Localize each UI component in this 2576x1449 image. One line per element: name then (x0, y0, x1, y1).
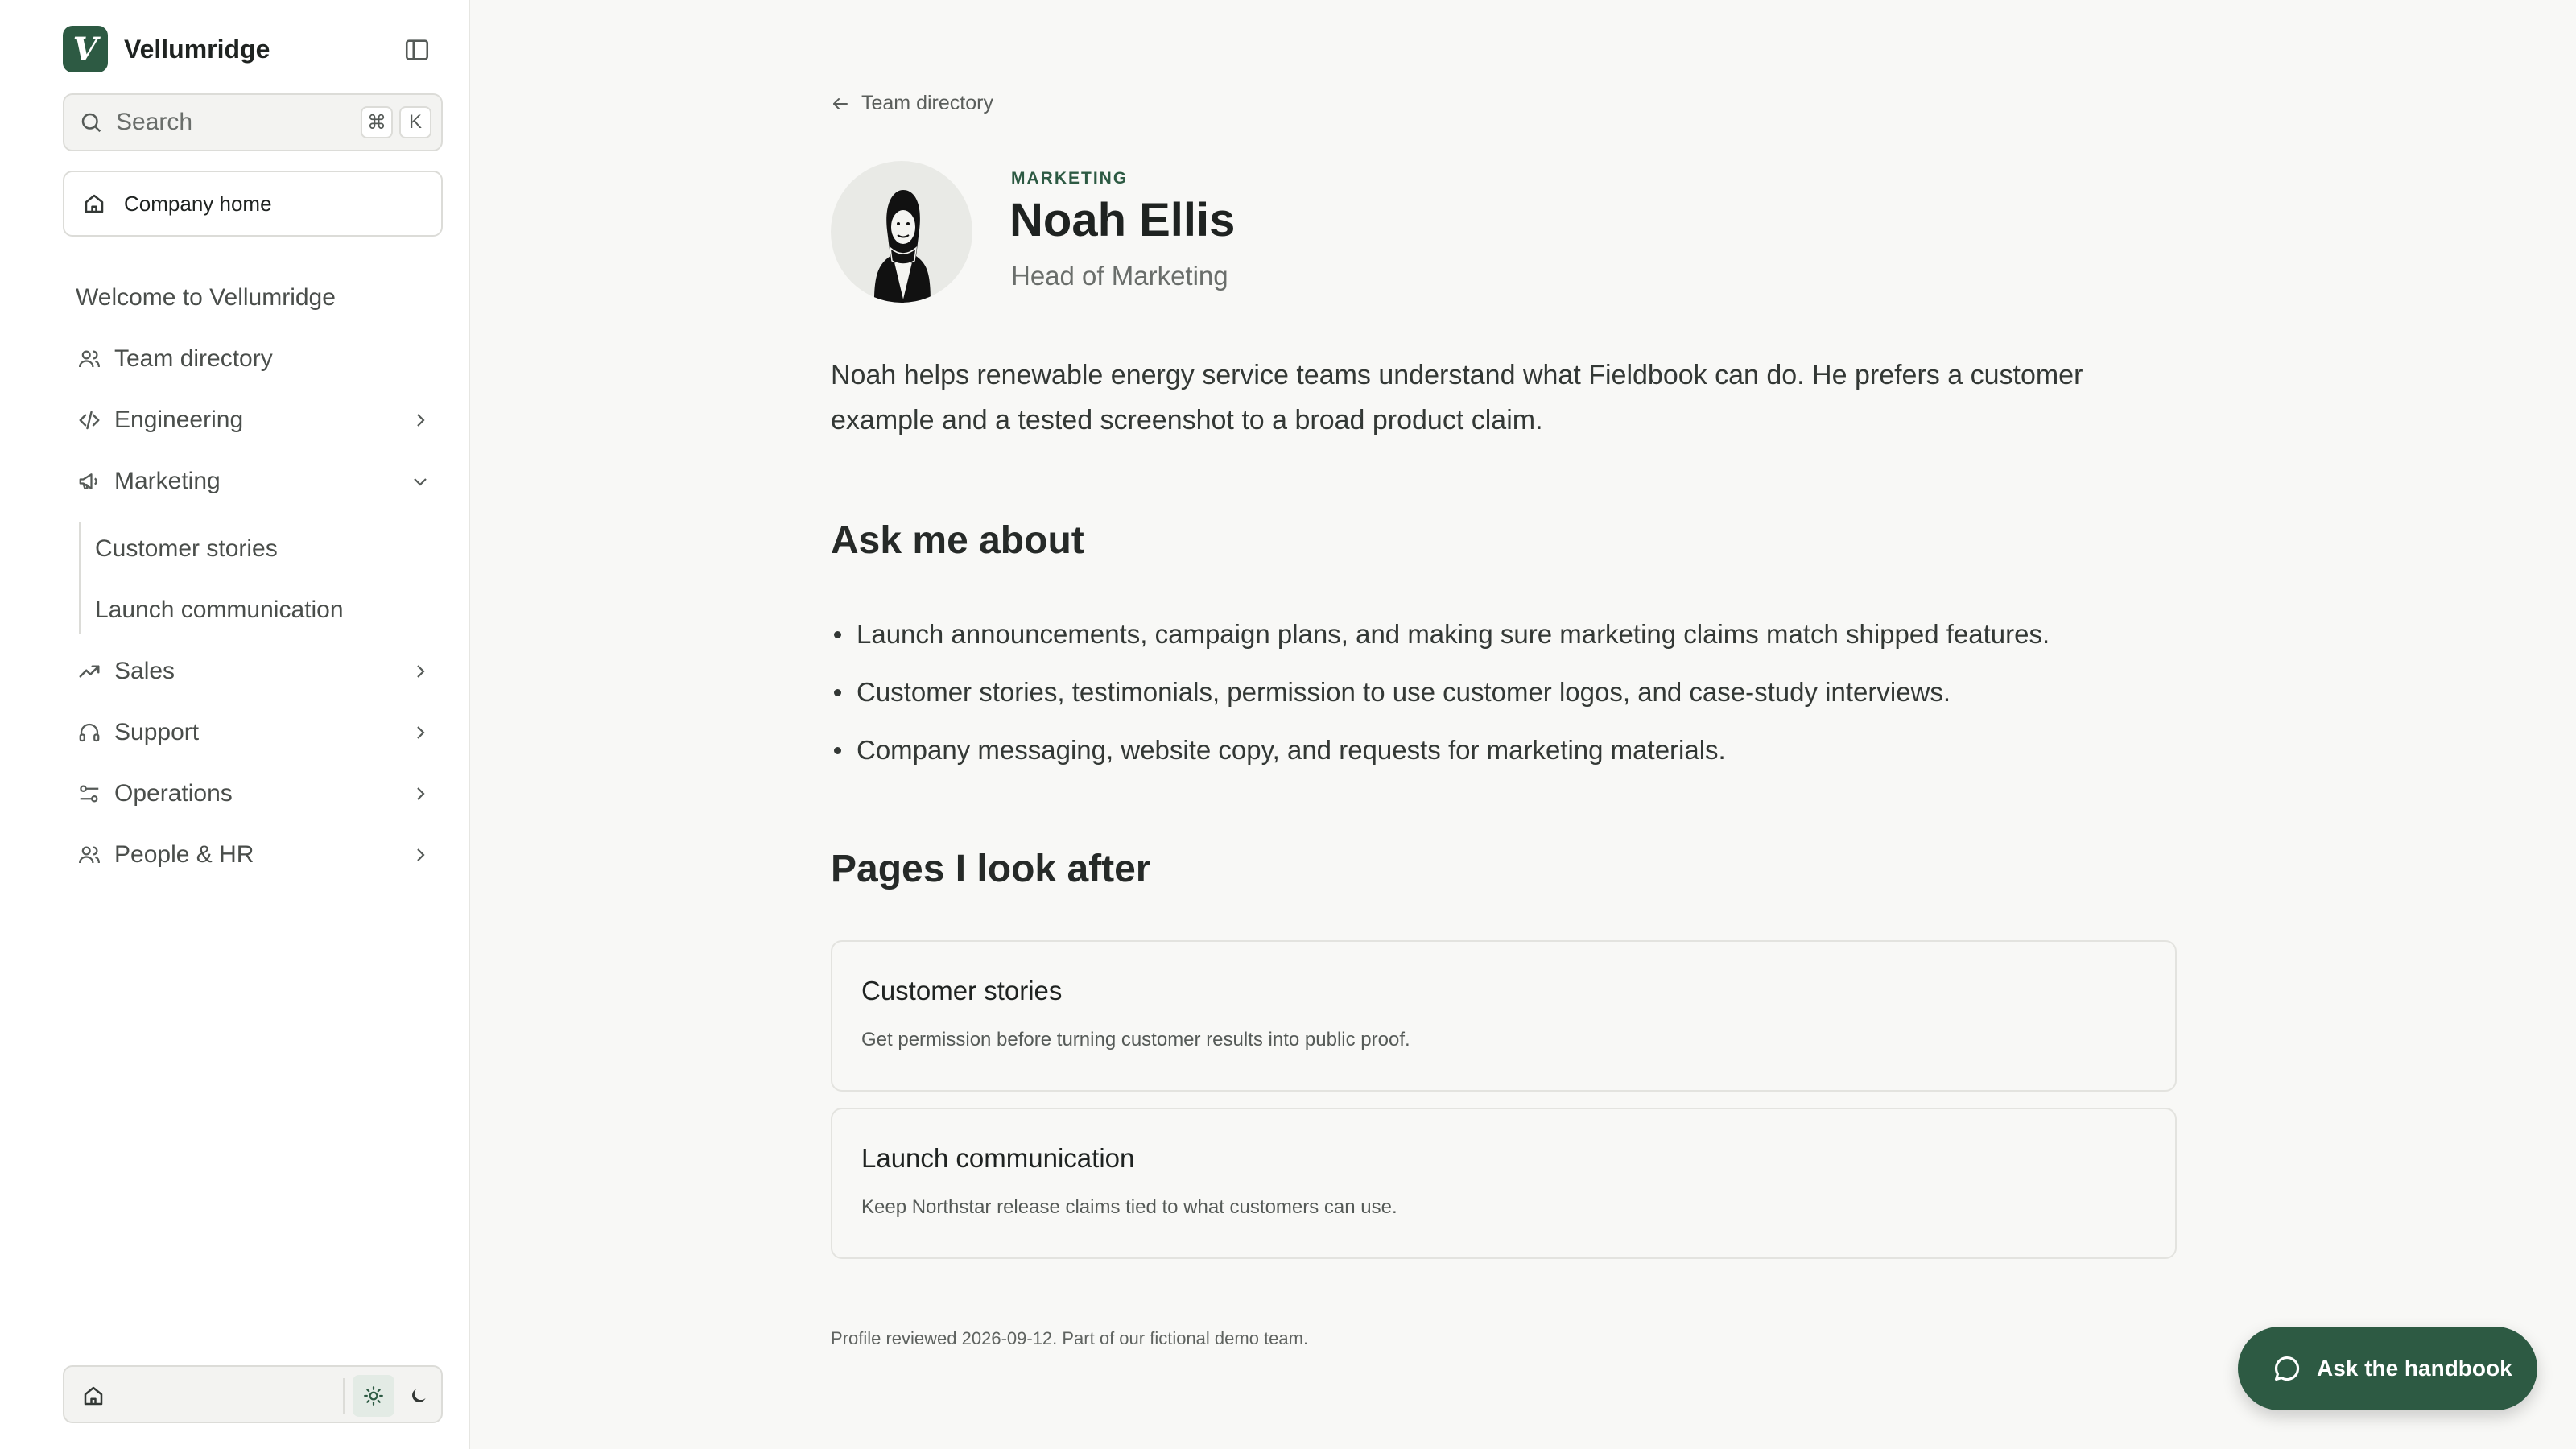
footer-home-button[interactable] (76, 1378, 111, 1414)
pages-heading: Pages I look after (831, 848, 1151, 890)
bio-paragraph: Noah helps renewable energy service teams understand what Fieldbook can do. He prefers a customer example and a tested screenshot to a broad product claim. (831, 360, 2083, 436)
page-card-customer-stories[interactable] (831, 940, 2177, 1092)
chevron-right-icon (409, 409, 431, 431)
trending-up-icon (76, 658, 103, 685)
sidebar-item-label: Operations (114, 780, 233, 807)
card-title: Customer stories (861, 976, 1063, 1005)
chevron-right-icon (409, 721, 431, 744)
list-item: Company messaging, website copy, and requests for marketing materials. (831, 724, 2199, 782)
sidebar-item-label: Support (114, 719, 200, 745)
chevron-right-icon (409, 782, 431, 805)
kbd-k: K (399, 106, 431, 138)
sidebar-subitem-customer-stories[interactable] (80, 523, 443, 575)
sidebar-item-operations[interactable] (63, 768, 443, 819)
sidebar-item-support[interactable] (63, 707, 443, 758)
sidebar-item-label: Marketing (114, 468, 221, 494)
sidebar-item-label: Welcome to Vellumridge (76, 284, 336, 311)
sun-icon (363, 1385, 384, 1406)
list-item: Launch announcements, campaign plans, and making sure marketing claims match shipped features. (831, 609, 2199, 667)
moon-icon (408, 1385, 429, 1406)
card-title: Launch communication (861, 1143, 1135, 1173)
sidebar-item-engineering[interactable] (63, 394, 443, 446)
company-home-link[interactable] (63, 171, 443, 237)
avatar (831, 161, 972, 303)
sidebar-item-welcome[interactable] (63, 272, 443, 324)
brand-name: Vellumridge (124, 34, 270, 64)
kbd-cmd: ⌘ (361, 106, 393, 138)
sidebar-item-marketing[interactable] (63, 456, 443, 507)
home-icon (81, 1384, 105, 1408)
users-icon (76, 841, 103, 869)
ask-handbook-button[interactable] (2238, 1327, 2537, 1410)
megaphone-icon (76, 468, 103, 495)
sidebar-toggle-icon (403, 36, 431, 64)
headphones-icon (76, 719, 103, 746)
users-icon (76, 345, 103, 373)
sidebar-item-label: Engineering (114, 407, 244, 433)
search-shortcut (361, 106, 431, 138)
light-theme-button[interactable] (353, 1375, 394, 1417)
search-icon (79, 110, 103, 134)
chat-bubble-icon (2272, 1353, 2302, 1384)
sidebar-item-label: People & HR (114, 841, 254, 868)
home-icon (82, 192, 106, 216)
department-eyebrow: MARKETING (1011, 169, 1129, 188)
breadcrumb[interactable] (831, 92, 993, 115)
sidebar-item-label: Team directory (114, 345, 273, 372)
ask-me-about-list (831, 609, 2199, 782)
dark-theme-button[interactable] (398, 1375, 440, 1417)
brand[interactable] (63, 26, 270, 72)
sidebar-subitem-label: Customer stories (95, 535, 278, 562)
search-placeholder: Search (116, 109, 193, 135)
sidebar-subitem-launch-communication[interactable] (80, 584, 443, 636)
sidebar-item-people-hr[interactable] (63, 829, 443, 881)
page-title: Noah Ellis (1009, 194, 1236, 246)
sidebar-item-sales[interactable] (63, 646, 443, 697)
code-icon (76, 407, 103, 434)
card-description: Keep Northstar release claims tied to what customers can use. (861, 1196, 1397, 1218)
page-card-launch-communication[interactable] (831, 1108, 2177, 1259)
list-item: Customer stories, testimonials, permission to use customer logos, and case-study interviews. (831, 667, 2199, 724)
job-title: Head of Marketing (1011, 261, 1228, 291)
ask-me-about-heading: Ask me about (831, 519, 1084, 562)
chevron-right-icon (409, 660, 431, 683)
profile-footnote: Profile reviewed 2026-09-12. Part of our fictional demo team. (831, 1328, 1309, 1348)
company-home-label: Company home (124, 191, 272, 216)
sidebar-subitem-label: Launch communication (95, 597, 344, 623)
sidebar-item-team-directory[interactable] (63, 333, 443, 385)
card-description: Get permission before turning customer results into public proof. (861, 1029, 1410, 1051)
sidebar-item-label: Sales (114, 658, 175, 684)
chevron-down-icon (409, 470, 431, 493)
arrow-left-icon (831, 94, 850, 114)
search-input[interactable] (63, 93, 443, 151)
sliders-icon (76, 780, 103, 807)
ask-handbook-label: Ask the handbook (2317, 1356, 2512, 1381)
breadcrumb-label: Team directory (861, 92, 993, 114)
sidebar (0, 0, 470, 1449)
brand-logo: V (63, 26, 108, 72)
sidebar-footer (63, 1365, 443, 1423)
sidebar-toggle-button[interactable] (398, 32, 436, 68)
divider (343, 1378, 345, 1414)
chevron-right-icon (409, 844, 431, 866)
